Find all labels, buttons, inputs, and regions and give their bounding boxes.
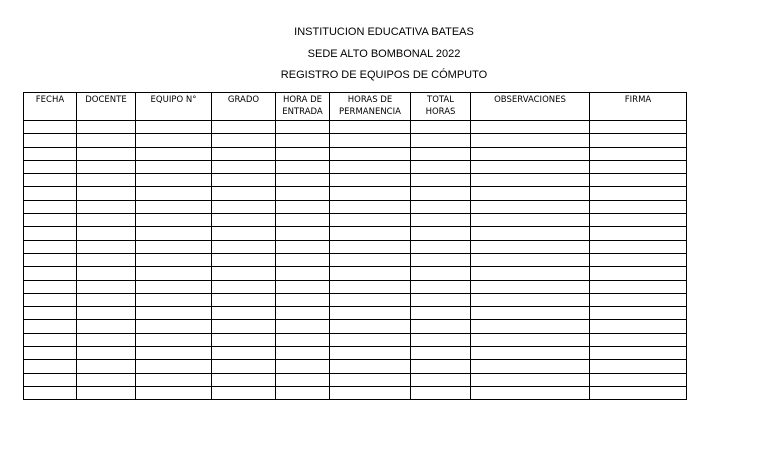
table-cell-entrada[interactable] [276, 227, 330, 240]
table-cell-observaciones[interactable] [471, 200, 590, 213]
table-cell-firma[interactable] [590, 240, 687, 253]
table-cell-observaciones[interactable] [471, 187, 590, 200]
table-cell-grado[interactable] [212, 200, 276, 213]
header-total-horas: TOTAL HORAS [411, 93, 471, 121]
table-row [24, 280, 687, 293]
table-cell-fecha[interactable] [24, 386, 77, 399]
table-cell-observaciones[interactable] [471, 227, 590, 240]
table-cell-firma[interactable] [590, 386, 687, 399]
table-cell-equipo[interactable] [136, 227, 212, 240]
table-cell-firma[interactable] [590, 333, 687, 346]
table-cell-total[interactable] [411, 293, 471, 306]
table-cell-fecha[interactable] [24, 214, 77, 227]
table-cell-permanencia[interactable] [330, 333, 411, 346]
table-cell-firma[interactable] [590, 320, 687, 333]
table-cell-grado[interactable] [212, 253, 276, 266]
table-cell-observaciones[interactable] [471, 214, 590, 227]
table-cell-entrada[interactable] [276, 200, 330, 213]
table-body [24, 121, 687, 400]
table-row [24, 307, 687, 320]
table-cell-entrada[interactable] [276, 240, 330, 253]
table-cell-docente[interactable] [77, 333, 136, 346]
table-cell-firma[interactable] [590, 187, 687, 200]
table-row [24, 187, 687, 200]
table-cell-permanencia[interactable] [330, 280, 411, 293]
table-cell-observaciones[interactable] [471, 360, 590, 373]
header-fecha: FECHA [24, 93, 77, 121]
table-cell-total[interactable] [411, 373, 471, 386]
table-cell-equipo[interactable] [136, 214, 212, 227]
table-cell-equipo[interactable] [136, 386, 212, 399]
table-row [24, 253, 687, 266]
table-row [24, 200, 687, 213]
header-firma: FIRMA [590, 93, 687, 121]
table-cell-observaciones[interactable] [471, 373, 590, 386]
table-cell-equipo[interactable] [136, 187, 212, 200]
table-cell-fecha[interactable] [24, 280, 77, 293]
header-hora-entrada: HORA DE ENTRADA [276, 93, 330, 121]
table-cell-fecha[interactable] [24, 267, 77, 280]
table-cell-equipo[interactable] [136, 280, 212, 293]
table-cell-docente[interactable] [77, 134, 136, 147]
table-cell-docente[interactable] [77, 200, 136, 213]
table-cell-observaciones[interactable] [471, 147, 590, 160]
table-cell-total[interactable] [411, 253, 471, 266]
table-cell-permanencia[interactable] [330, 293, 411, 306]
table-row [24, 134, 687, 147]
table-cell-firma[interactable] [590, 214, 687, 227]
table-cell-fecha[interactable] [24, 200, 77, 213]
table-cell-docente[interactable] [77, 386, 136, 399]
institution-title: INSTITUCION EDUCATIVA BATEAS [294, 26, 474, 38]
table-cell-permanencia[interactable] [330, 320, 411, 333]
table-cell-total[interactable] [411, 386, 471, 399]
table-cell-entrada[interactable] [276, 360, 330, 373]
table-cell-firma[interactable] [590, 267, 687, 280]
site-title: SEDE ALTO BOMBONAL 2022 [307, 48, 461, 60]
table-cell-observaciones[interactable] [471, 240, 590, 253]
table-cell-firma[interactable] [590, 227, 687, 240]
table-cell-permanencia[interactable] [330, 134, 411, 147]
table-cell-total[interactable] [411, 147, 471, 160]
table-cell-fecha[interactable] [24, 187, 77, 200]
table-cell-grado[interactable] [212, 320, 276, 333]
table-row [24, 320, 687, 333]
table-cell-docente[interactable] [77, 347, 136, 360]
table-cell-observaciones[interactable] [471, 160, 590, 173]
table-cell-docente[interactable] [77, 121, 136, 134]
table-row [24, 267, 687, 280]
table-cell-fecha[interactable] [24, 134, 77, 147]
table-cell-observaciones[interactable] [471, 253, 590, 266]
table-cell-firma[interactable] [590, 347, 687, 360]
table-cell-total[interactable] [411, 320, 471, 333]
table-cell-fecha[interactable] [24, 347, 77, 360]
table-cell-grado[interactable] [212, 280, 276, 293]
table-cell-grado[interactable] [212, 160, 276, 173]
table-cell-docente[interactable] [77, 227, 136, 240]
table-cell-firma[interactable] [590, 253, 687, 266]
table-cell-permanencia[interactable] [330, 147, 411, 160]
table-cell-total[interactable] [411, 174, 471, 187]
table-row [24, 174, 687, 187]
table-cell-fecha[interactable] [24, 147, 77, 160]
table-row [24, 121, 687, 134]
table-cell-fecha[interactable] [24, 240, 77, 253]
table-row [24, 333, 687, 346]
table-cell-equipo[interactable] [136, 307, 212, 320]
table-cell-equipo[interactable] [136, 174, 212, 187]
table-cell-observaciones[interactable] [471, 333, 590, 346]
table-cell-docente[interactable] [77, 174, 136, 187]
table-cell-total[interactable] [411, 267, 471, 280]
table-cell-grado[interactable] [212, 347, 276, 360]
table-row [24, 214, 687, 227]
header-observaciones: OBSERVACIONES [471, 93, 590, 121]
table-cell-firma[interactable] [590, 147, 687, 160]
header-row [24, 93, 687, 121]
table-cell-equipo[interactable] [136, 373, 212, 386]
table-cell-firma[interactable] [590, 200, 687, 213]
table-row [24, 160, 687, 173]
table-cell-grado[interactable] [212, 227, 276, 240]
table-cell-firma[interactable] [590, 121, 687, 134]
table-cell-firma[interactable] [590, 307, 687, 320]
table-cell-permanencia[interactable] [330, 253, 411, 266]
table-cell-grado[interactable] [212, 293, 276, 306]
header-grado: GRADO [212, 93, 276, 121]
table-cell-observaciones[interactable] [471, 347, 590, 360]
table-row [24, 360, 687, 373]
table-cell-grado[interactable] [212, 134, 276, 147]
table-cell-entrada[interactable] [276, 253, 330, 266]
header-equipo: EQUIPO N° [136, 93, 212, 121]
table-cell-fecha[interactable] [24, 227, 77, 240]
table-row [24, 227, 687, 240]
table-cell-docente[interactable] [77, 373, 136, 386]
table-cell-fecha[interactable] [24, 333, 77, 346]
table-row [24, 386, 687, 399]
table-cell-equipo[interactable] [136, 240, 212, 253]
table-cell-entrada[interactable] [276, 373, 330, 386]
table-cell-docente[interactable] [77, 160, 136, 173]
table-cell-grado[interactable] [212, 373, 276, 386]
table-cell-firma[interactable] [590, 373, 687, 386]
table-cell-entrada[interactable] [276, 267, 330, 280]
table-cell-grado[interactable] [212, 214, 276, 227]
table-cell-docente[interactable] [77, 267, 136, 280]
table-cell-entrada[interactable] [276, 160, 330, 173]
table-cell-observaciones[interactable] [471, 267, 590, 280]
table-cell-firma[interactable] [590, 280, 687, 293]
table-cell-entrada[interactable] [276, 293, 330, 306]
table-cell-grado[interactable] [212, 121, 276, 134]
table-cell-fecha[interactable] [24, 253, 77, 266]
table-cell-observaciones[interactable] [471, 386, 590, 399]
table-cell-permanencia[interactable] [330, 187, 411, 200]
table-cell-observaciones[interactable] [471, 280, 590, 293]
table-cell-equipo[interactable] [136, 200, 212, 213]
table-cell-total[interactable] [411, 360, 471, 373]
table-row [24, 147, 687, 160]
table-cell-permanencia[interactable] [330, 240, 411, 253]
table-cell-firma[interactable] [590, 293, 687, 306]
table-cell-equipo[interactable] [136, 293, 212, 306]
table-cell-equipo[interactable] [136, 320, 212, 333]
table-cell-docente[interactable] [77, 240, 136, 253]
table-cell-docente[interactable] [77, 280, 136, 293]
table-cell-entrada[interactable] [276, 333, 330, 346]
table-cell-observaciones[interactable] [471, 293, 590, 306]
table-cell-grado[interactable] [212, 267, 276, 280]
table-cell-total[interactable] [411, 200, 471, 213]
table-cell-entrada[interactable] [276, 187, 330, 200]
table-cell-fecha[interactable] [24, 121, 77, 134]
table-cell-equipo[interactable] [136, 160, 212, 173]
register-title: REGISTRO DE EQUIPOS DE CÓMPUTO [280, 69, 488, 81]
table-cell-fecha[interactable] [24, 373, 77, 386]
table-cell-observaciones[interactable] [471, 134, 590, 147]
table-row [24, 347, 687, 360]
table-cell-fecha[interactable] [24, 174, 77, 187]
table-cell-fecha[interactable] [24, 293, 77, 306]
table-cell-equipo[interactable] [136, 360, 212, 373]
table-cell-grado[interactable] [212, 147, 276, 160]
table-row [24, 373, 687, 386]
table-cell-total[interactable] [411, 214, 471, 227]
header-docente: DOCENTE [77, 93, 136, 121]
table-cell-permanencia[interactable] [330, 347, 411, 360]
table-cell-firma[interactable] [590, 160, 687, 173]
table-cell-firma[interactable] [590, 134, 687, 147]
table-cell-docente[interactable] [77, 307, 136, 320]
table-cell-permanencia[interactable] [330, 360, 411, 373]
table-cell-observaciones[interactable] [471, 320, 590, 333]
table-cell-docente[interactable] [77, 253, 136, 266]
table-cell-permanencia[interactable] [330, 174, 411, 187]
table-cell-observaciones[interactable] [471, 307, 590, 320]
table-cell-entrada[interactable] [276, 280, 330, 293]
table-cell-entrada[interactable] [276, 320, 330, 333]
table-cell-equipo[interactable] [136, 347, 212, 360]
table-cell-permanencia[interactable] [330, 227, 411, 240]
table-cell-firma[interactable] [590, 174, 687, 187]
table-cell-total[interactable] [411, 121, 471, 134]
table-cell-grado[interactable] [212, 360, 276, 373]
table-cell-docente[interactable] [77, 293, 136, 306]
table-cell-docente[interactable] [77, 360, 136, 373]
table-cell-total[interactable] [411, 187, 471, 200]
table-cell-grado[interactable] [212, 174, 276, 187]
header-horas-permanencia: HORAS DE PERMANENCIA [330, 93, 411, 121]
table-cell-grado[interactable] [212, 307, 276, 320]
table-cell-total[interactable] [411, 307, 471, 320]
table-cell-grado[interactable] [212, 386, 276, 399]
table-cell-equipo[interactable] [136, 333, 212, 346]
table-cell-entrada[interactable] [276, 214, 330, 227]
table-cell-docente[interactable] [77, 214, 136, 227]
table-cell-total[interactable] [411, 280, 471, 293]
table-cell-permanencia[interactable] [330, 386, 411, 399]
table-cell-equipo[interactable] [136, 147, 212, 160]
table-cell-permanencia[interactable] [330, 121, 411, 134]
table-cell-firma[interactable] [590, 360, 687, 373]
table-row [24, 293, 687, 306]
table-cell-entrada[interactable] [276, 134, 330, 147]
table-cell-total[interactable] [411, 134, 471, 147]
table-cell-grado[interactable] [212, 240, 276, 253]
table-cell-permanencia[interactable] [330, 214, 411, 227]
table-cell-docente[interactable] [77, 320, 136, 333]
table-cell-fecha[interactable] [24, 307, 77, 320]
table-cell-docente[interactable] [77, 147, 136, 160]
table-cell-grado[interactable] [212, 333, 276, 346]
table-cell-fecha[interactable] [24, 320, 77, 333]
table-cell-permanencia[interactable] [330, 160, 411, 173]
table-cell-total[interactable] [411, 227, 471, 240]
table-cell-observaciones[interactable] [471, 174, 590, 187]
table-cell-permanencia[interactable] [330, 267, 411, 280]
register-table [23, 92, 687, 400]
table-cell-entrada[interactable] [276, 174, 330, 187]
table-cell-total[interactable] [411, 160, 471, 173]
table-cell-fecha[interactable] [24, 160, 77, 173]
table-cell-equipo[interactable] [136, 134, 212, 147]
table-cell-equipo[interactable] [136, 253, 212, 266]
table-cell-docente[interactable] [77, 187, 136, 200]
table-cell-total[interactable] [411, 347, 471, 360]
table-cell-entrada[interactable] [276, 386, 330, 399]
table-cell-grado[interactable] [212, 187, 276, 200]
table-cell-entrada[interactable] [276, 121, 330, 134]
table-cell-entrada[interactable] [276, 307, 330, 320]
table-cell-permanencia[interactable] [330, 373, 411, 386]
table-cell-total[interactable] [411, 333, 471, 346]
table-cell-entrada[interactable] [276, 147, 330, 160]
table-cell-entrada[interactable] [276, 347, 330, 360]
table-cell-equipo[interactable] [136, 267, 212, 280]
table-cell-permanencia[interactable] [330, 200, 411, 213]
table-cell-equipo[interactable] [136, 121, 212, 134]
table-cell-total[interactable] [411, 240, 471, 253]
table-cell-observaciones[interactable] [471, 121, 590, 134]
table-cell-permanencia[interactable] [330, 307, 411, 320]
table-cell-fecha[interactable] [24, 360, 77, 373]
table-row [24, 240, 687, 253]
